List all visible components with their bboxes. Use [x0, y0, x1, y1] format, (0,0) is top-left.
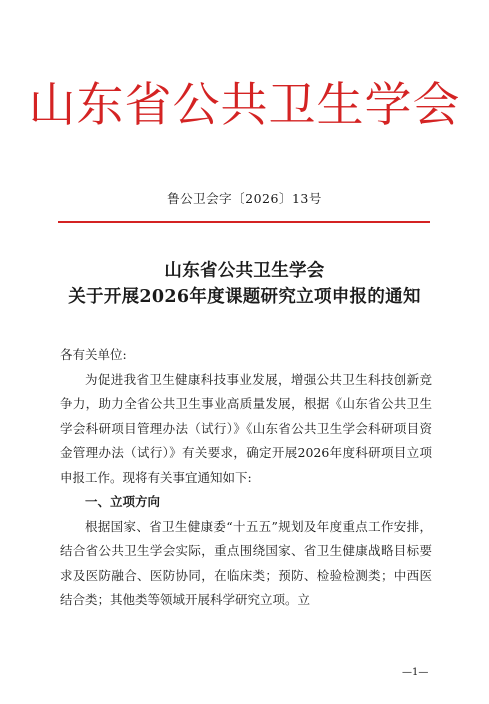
- document-title: [0, 258, 489, 310]
- section-1-paragraph: 根据国家、省卫生健康委“十五五”规划及年度重点工作安排，结合省公共卫生学会实际，重点围绕国家、省卫生健康战略目标要求及医防融合、医防协同，在临床类；预防、检验检测类；中西医结合类；其他类等领域开展科学研究立项。立: [60, 518, 432, 607]
- organization-header: 山东省公共卫生学会: [28, 78, 461, 133]
- red-divider-rule: [58, 221, 430, 223]
- salutation: 各有关单位:: [60, 347, 127, 362]
- document-number: 鲁公卫会字〔2026〕13号: [167, 191, 322, 206]
- section-heading-1: 一、立项方向: [85, 494, 161, 509]
- intro-paragraph: 为促进我省卫生健康科技事业发展，增强公共卫生科技创新竞争力，助力全省公共卫生事业高质量发展，根据《山东省公共卫生学会科研项目管理办法（试行）》《山东省公共卫生学会科研项目资金管理办法（试行）》有关要求，确定开展2026年度科研项目立项申报工作。现将有关事宜通知如下:: [60, 371, 432, 485]
- page-number: —1—: [402, 667, 429, 678]
- title-line-2: 关于开展2026年度课题研究立项申报的通知: [68, 287, 421, 307]
- document-body: [60, 343, 432, 613]
- title-line-1: 山东省公共卫生学会: [164, 261, 325, 281]
